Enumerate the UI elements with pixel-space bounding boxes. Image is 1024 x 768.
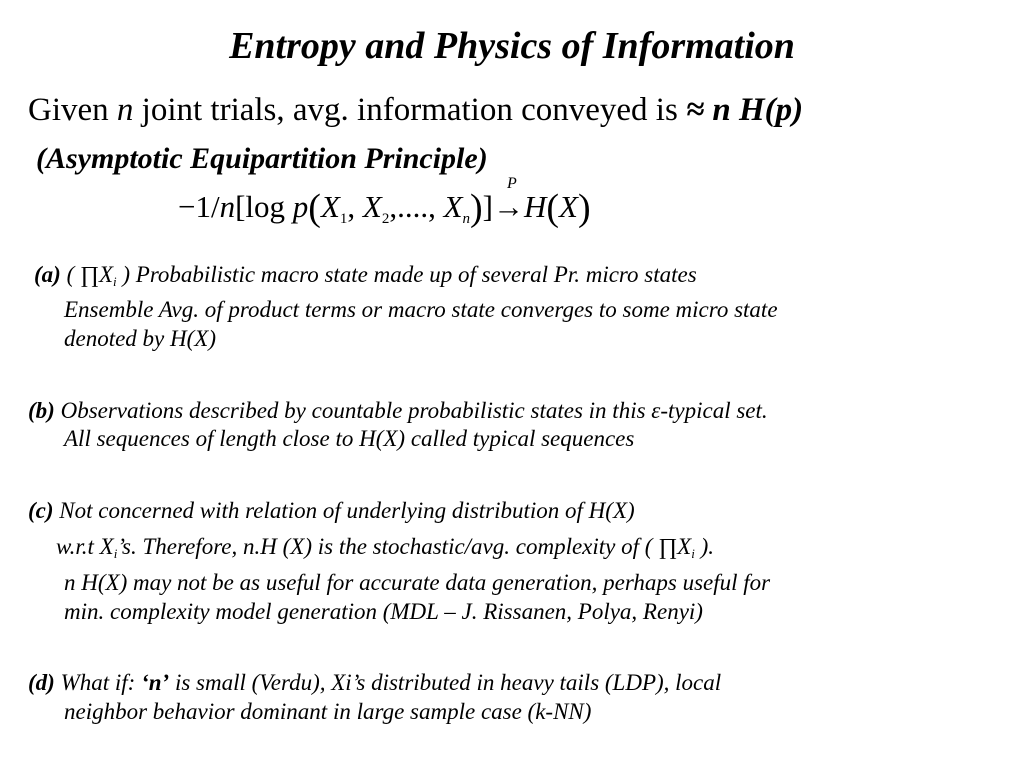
item-c-line3: n H(X) may not be as useful for accurate data generation, perhaps useful for xyxy=(64,570,771,595)
item-c-line4: min. complexity model generation (MDL – J. Rissanen, Polya, Renyi) xyxy=(64,599,703,624)
item-c-sub-i: i xyxy=(113,546,118,561)
formula-hx-x: X xyxy=(559,189,578,224)
item-a-rest: ) Probabilistic macro state made up of several Pr. micro states xyxy=(116,262,697,287)
convergence-arrow xyxy=(493,175,524,225)
formula-p: p xyxy=(292,189,309,224)
item-b-label: (b) xyxy=(28,398,55,423)
item-a-label: (a) xyxy=(34,262,61,287)
arrow-label-p: P xyxy=(507,175,517,192)
formula-hx-lparen: ( xyxy=(546,187,560,229)
formula-minus: −1/ xyxy=(178,189,220,224)
item-d-n: ‘n’ xyxy=(141,670,170,695)
item-c-x: X xyxy=(677,534,692,559)
subtitle-n: n xyxy=(116,92,134,128)
item-c-end: ). xyxy=(694,534,714,559)
formula-close: ] xyxy=(482,189,493,224)
item-c-text: Not concerned with relation of underlying distribution of H(X) xyxy=(53,498,635,523)
formula-dots: ,...., xyxy=(389,189,444,224)
formula-xn: X xyxy=(443,189,463,224)
item-a-line3: denoted by H(X) xyxy=(64,326,216,351)
item-c-line1 xyxy=(28,496,1003,526)
formula-sub2: 2 xyxy=(381,211,390,227)
formula-lparen: ( xyxy=(308,187,321,229)
item-d-line2: neighbor behavior dominant in large sample case (k-NN) xyxy=(64,699,592,724)
item-c-line2 xyxy=(56,532,714,569)
formula-x2: X xyxy=(362,189,382,224)
item-b-line2: All sequences of length close to H(X) called typical sequences xyxy=(64,426,635,451)
item-a-x: X xyxy=(98,262,113,287)
item-c-wrt: w.r.t X xyxy=(56,534,114,559)
item-a-line1 xyxy=(34,260,1009,297)
formula-log: [log xyxy=(235,189,293,224)
item-d-pre: What if: xyxy=(54,670,142,695)
formula-n: n xyxy=(219,189,236,224)
aep-heading: (Asymptotic Equipartition Principle) xyxy=(36,142,488,175)
item-c-label: (c) xyxy=(28,498,54,523)
formula-rparen: ) xyxy=(470,187,483,229)
item-c-sub-i2: i xyxy=(691,546,695,561)
product-symbol-a: ∏ xyxy=(80,262,99,287)
aep-formula xyxy=(178,175,591,230)
item-a-open: ( xyxy=(60,262,80,287)
item-b-line1 xyxy=(28,396,1003,426)
subtitle-mid: joint trials, avg. information conveyed is xyxy=(133,92,687,128)
formula-comma: , xyxy=(347,189,363,224)
item-a-sub-i: i xyxy=(113,274,117,289)
formula-H: H xyxy=(524,189,547,224)
item-d-line1 xyxy=(28,668,1003,698)
product-symbol-c: ∏ xyxy=(658,534,678,559)
formula-subn: n xyxy=(462,211,471,227)
item-a-line2: Ensemble Avg. of product terms or macro state converges to some micro state xyxy=(64,297,778,322)
item-b-text: Observations described by countable probabilistic states in this ε-typical set. xyxy=(54,398,768,423)
formula-sub1: 1 xyxy=(339,211,348,227)
arrow-icon: → xyxy=(493,189,524,224)
slide-title: Entropy and Physics of Information xyxy=(229,25,795,67)
item-c-mid: ’s. Therefore, n.H (X) is the stochastic/avg. complexity of ( xyxy=(117,534,659,559)
item-d-label: (d) xyxy=(28,670,55,695)
formula-x1: X xyxy=(320,189,340,224)
item-d-rest: is small (Verdu), Xi’s distributed in heavy tails (LDP), local xyxy=(169,670,722,695)
formula-hx-rparen: ) xyxy=(577,187,591,229)
subtitle xyxy=(28,92,803,129)
subtitle-approx: ≈ n H(p) xyxy=(686,92,804,128)
subtitle-pre: Given xyxy=(28,92,117,128)
